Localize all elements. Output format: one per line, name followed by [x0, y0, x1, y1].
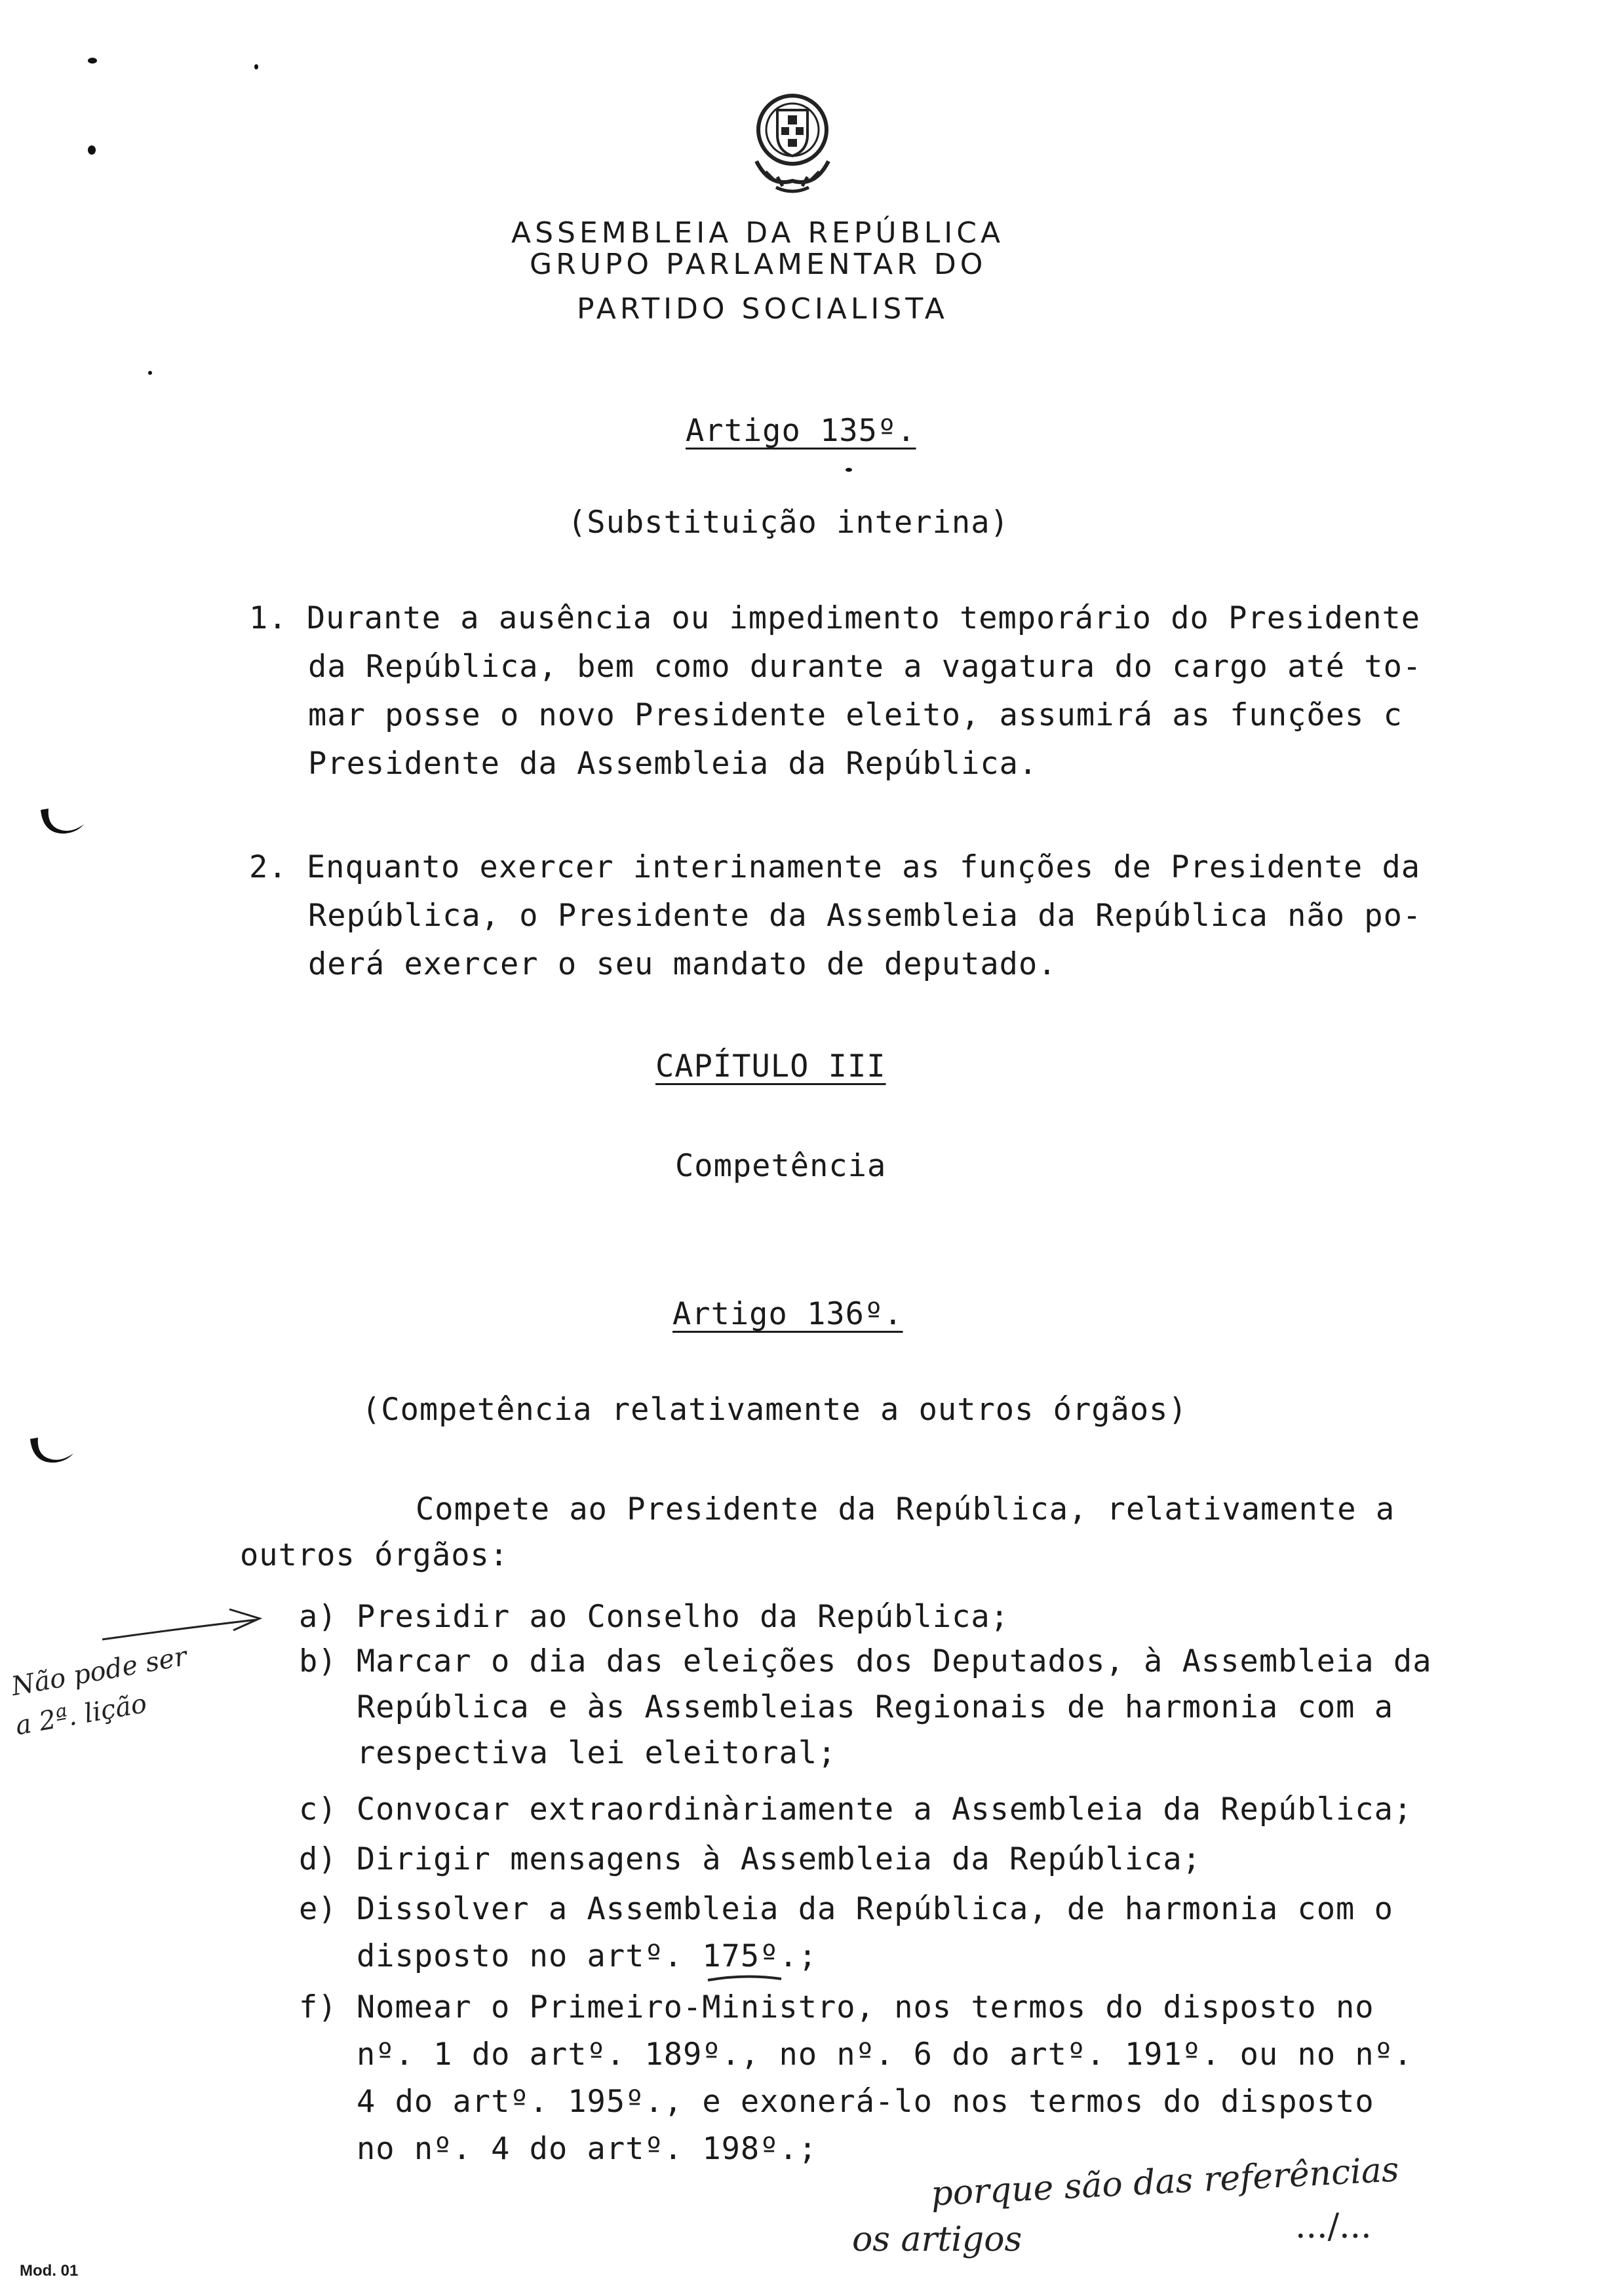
letterhead-line-2: GRUPO PARLAMENTAR DO — [530, 248, 987, 281]
article-135-p1-line: Presidente da Assembleia da República. — [308, 746, 1038, 782]
chapter-title: CAPÍTULO III — [655, 1048, 886, 1084]
list-item-b-line: b) Marcar o dia das eleições dos Deputados, à Assembleia da — [299, 1643, 1432, 1679]
list-item-a: a) Presidir ao Conselho da República; — [299, 1599, 1009, 1635]
punch-hole-mark — [26, 1434, 79, 1473]
list-item-f-line: f) Nomear o Primeiro-Ministro, nos termos do disposto no — [299, 1989, 1374, 2025]
list-item-f-line: nº. 1 do artº. 189º., no nº. 6 do artº. 191º. ou no nº. — [357, 2037, 1413, 2073]
article-136-intro-line: Compete ao Presidente da República, relativamente a — [416, 1491, 1395, 1527]
letterhead-line-3: PARTIDO SOCIALISTA — [577, 292, 948, 326]
handwritten-bottom-note-line: porque são das referências — [929, 2150, 1400, 2214]
list-item-b-line: República e às Assembleias Regionais de harmonia com a — [357, 1689, 1394, 1725]
scan-speck — [846, 468, 852, 472]
article-135-p1-line: da República, bem como durante a vagatura do cargo até to- — [308, 649, 1422, 685]
list-item-d: d) Dirigir mensagens à Assembleia da República; — [299, 1841, 1201, 1877]
coat-of-arms-emblem — [743, 89, 842, 197]
handwritten-margin-note-line: Não pode ser — [9, 1641, 189, 1702]
article-136-title: Artigo 136º. — [672, 1296, 903, 1332]
article-135-p1-line: 1. Durante a ausência ou impedimento temporário do Presidente — [249, 600, 1421, 636]
handwritten-margin-note-line: a 2ª. lição — [13, 1688, 149, 1742]
list-item-f-line: no nº. 4 do artº. 198º.; — [357, 2131, 818, 2167]
form-code: Mod. 01 — [20, 2262, 79, 2280]
scan-speck — [88, 145, 96, 155]
article-135-p1-line: mar posse o novo Presidente eleito, assumirá as funções c — [308, 697, 1403, 733]
list-item-f-line: 4 do artº. 195º., e exonerá-lo nos termos do disposto — [357, 2084, 1374, 2120]
punch-hole-mark — [37, 805, 89, 844]
article-135-title: Artigo 135º. — [686, 413, 916, 449]
handwritten-underline — [705, 1972, 784, 1985]
list-item-e-line: disposto no artº. 175º.; — [357, 1938, 818, 1974]
handwritten-bottom-note-line: os artigos — [852, 2220, 1022, 2259]
list-item-b-line: respectiva lei eleitoral; — [357, 1735, 837, 1771]
article-136-subtitle: (Competência relativamente a outros órgãos) — [362, 1392, 1188, 1428]
article-135-p2-line: 2. Enquanto exercer interinamente as funções de Presidente da — [249, 849, 1421, 885]
continuation-mark: .../... — [1295, 2207, 1372, 2246]
letterhead-line-1: ASSEMBLEIA DA REPÚBLICA — [511, 216, 1005, 250]
scan-speck — [148, 371, 152, 375]
list-item-e-line: e) Dissolver a Assembleia da República, de harmonia com o — [299, 1891, 1393, 1927]
article-135-p2-line: República, o Presidente da Assembleia da República não po- — [308, 898, 1422, 934]
article-135-subtitle: (Substituição interina) — [568, 505, 1009, 541]
article-136-intro-line: outros órgãos: — [240, 1537, 509, 1573]
chapter-subtitle: Competência — [675, 1148, 887, 1184]
list-item-c: c) Convocar extraordinàriamente a Assembleia da República; — [299, 1791, 1413, 1827]
scan-speck — [88, 58, 97, 64]
article-135-p2-line: derá exercer o seu mandato de deputado. — [308, 946, 1057, 982]
scan-speck — [254, 64, 258, 69]
